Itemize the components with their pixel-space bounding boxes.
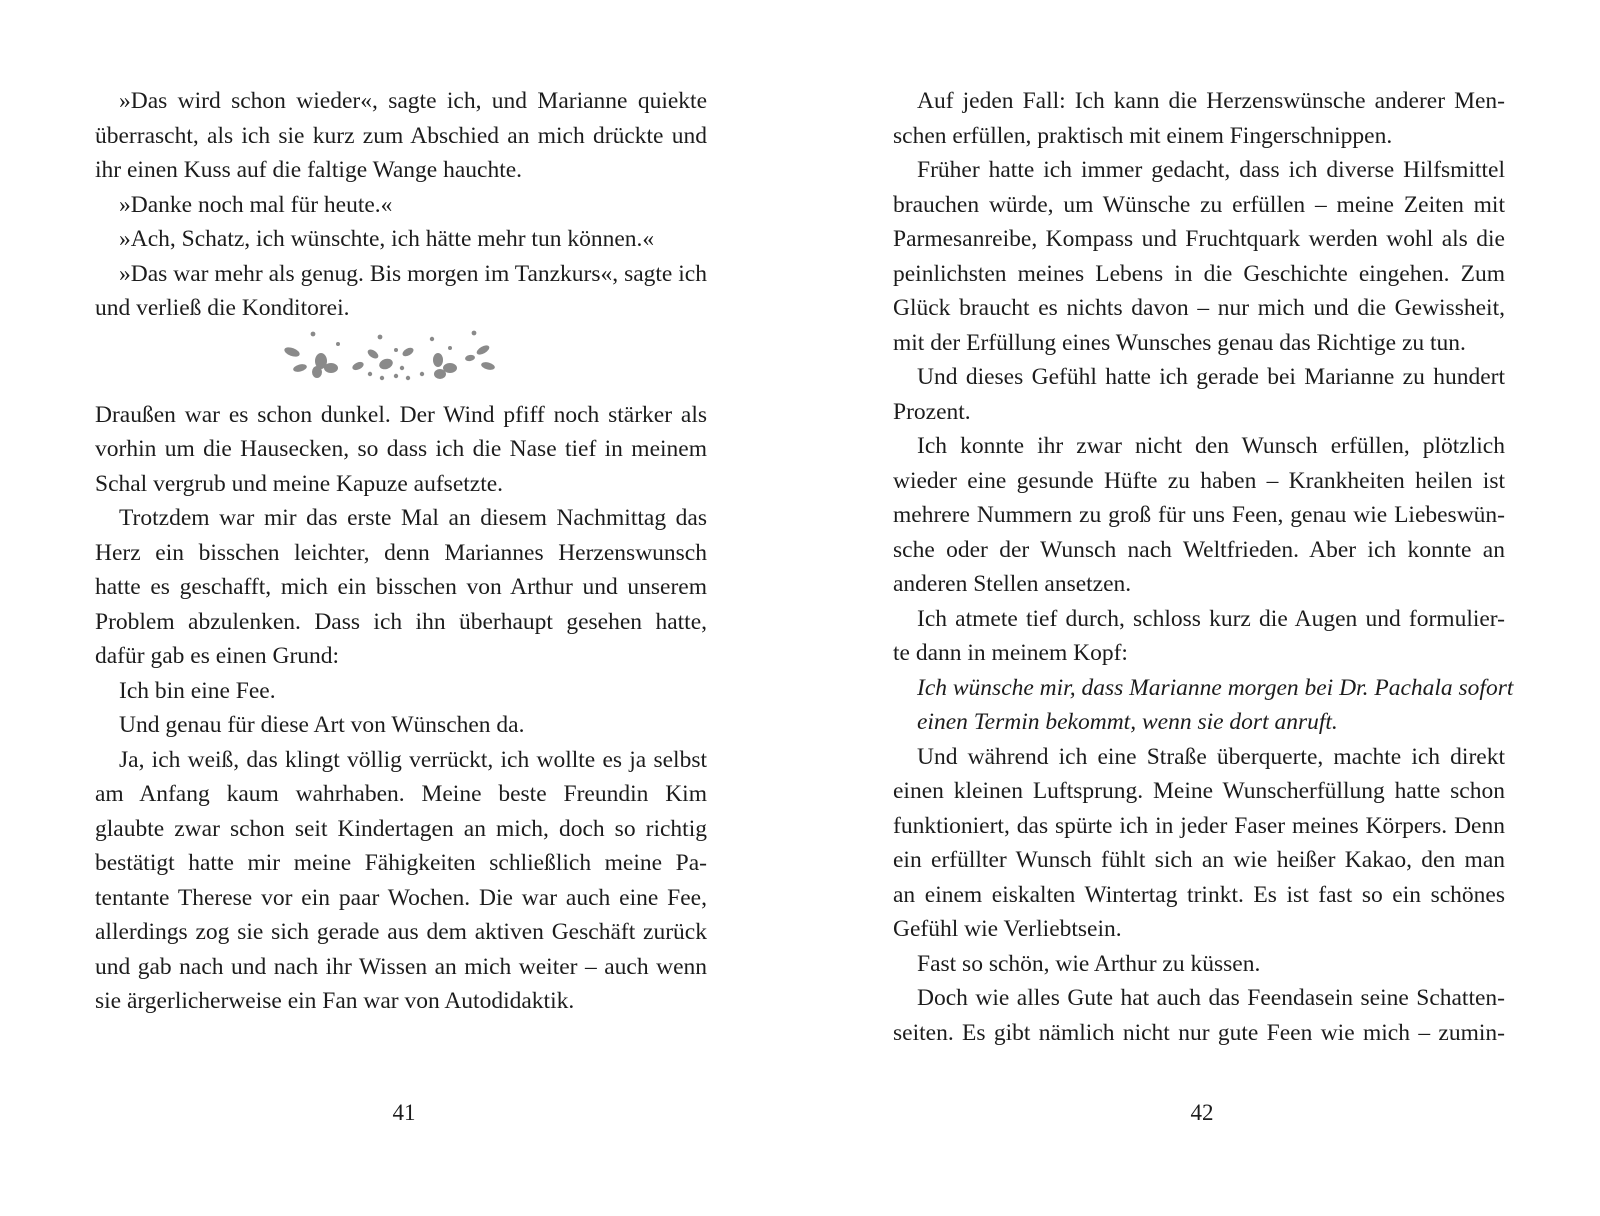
left-page-text-top (95, 84, 707, 326)
text-line: Trotzdem war mir das erste Mal an diesem Nachmittag das (119, 505, 707, 531)
text-line: Glück braucht es nichts davon – nur mich und die Gewissheit, (893, 295, 1505, 321)
text-line: glaubte zwar schon seit Kindertagen an mich, doch so richtig (95, 815, 707, 842)
text-line: sche oder der Wunsch nach Weltfrieden. Aber ich konnte an (893, 536, 1505, 563)
text-line: Und dieses Gefühl hatte ich gerade bei Marianne zu hundert (917, 364, 1505, 390)
text-line: Ich wünsche mir, dass Marianne morgen bei Dr. Pachala sofort (917, 674, 1514, 701)
text-line: ihr einen Kuss auf die faltige Wange hauchte. (95, 157, 523, 183)
right-page-text (893, 84, 1514, 1050)
text-line: anderen Stellen ansetzen. (893, 571, 1132, 597)
text-line: tentante Therese vor ein paar Wochen. Die war auch eine Fee, (95, 884, 707, 911)
text-line: brauchen würde, um Wünsche zu erfüllen – meine Zeiten mit (893, 191, 1505, 218)
text-line: seiten. Es gibt nämlich nicht nur gute Feen wie mich – zumin- (893, 1019, 1505, 1046)
text-line: Ich bin eine Fee. (119, 677, 276, 704)
text-line: Prozent. (893, 398, 971, 425)
text-line: allerdings zog sie sich gerade aus dem aktiven Geschäft zurück (95, 919, 707, 945)
page-number-right: 42 (1190, 1100, 1214, 1125)
text-line: und gab nach und nach ihr Wissen an mich weiter – auch wenn (95, 953, 707, 980)
text-line: Ich konnte ihr zwar nicht den Wunsch erfüllen, plötzlich (917, 433, 1505, 459)
text-line: sie ärgerlicherweise ein Fan war von Autodidaktik. (95, 988, 575, 1014)
text-line: einen Termin bekommt, wenn sie dort anruft. (917, 709, 1338, 735)
text-line: te dann in meinem Kopf: (893, 640, 1128, 666)
text-line: dafür gab es einen Grund: (95, 643, 340, 669)
text-line: ein erfüllter Wunsch fühlt sich an wie heißer Kakao, den man (893, 847, 1505, 873)
text-line: mit der Erfüllung eines Wunsches genau das Richtige zu tun. (893, 329, 1466, 356)
text-line: Und genau für diese Art von Wünschen da. (119, 712, 525, 738)
text-line: am Anfang kaum wahrhaben. Meine beste Freundin Kim (95, 781, 707, 807)
text-line: Draußen war es schon dunkel. Der Wind pfiff noch stärker als (95, 401, 707, 428)
text-line: Früher hatte ich immer gedacht, dass ich diverse Hilfsmittel (917, 157, 1505, 183)
floral-divider-icon (278, 328, 514, 388)
left-page (95, 84, 707, 1019)
text-line: Ja, ich weiß, das klingt völlig verrückt, ich wollte es ja selbst (119, 746, 707, 773)
text-line: mehrere Nummern zu groß für uns Feen, genau wie Liebeswün- (893, 502, 1505, 528)
text-line: Parmesanreibe, Kompass und Fruchtquark werden wohl als die (893, 226, 1505, 252)
text-line: Schal vergrub und meine Kapuze aufsetzte. (95, 470, 504, 497)
text-line: wieder eine gesunde Hüfte zu haben – Krankheiten heilen ist (893, 467, 1505, 494)
text-line: einen kleinen Luftsprung. Meine Wunscherfüllung hatte schon (893, 778, 1505, 804)
text-line: »Das wird schon wieder«, sagte ich, und Marianne quiekte (119, 88, 707, 114)
text-line: Herz ein bisschen leichter, denn Mariannes Herzenswunsch (95, 539, 707, 566)
text-line: überrascht, als ich sie kurz zum Abschied an mich drückte und (95, 122, 707, 149)
text-line: und verließ die Konditorei. (95, 295, 350, 321)
text-line: »Danke noch mal für heute.« (119, 191, 393, 218)
left-page-text-bottom (95, 398, 707, 1019)
text-line: hatte es geschafft, mich ein bisschen von Arthur und unserem (95, 574, 707, 600)
text-line: bestätigt hatte mir meine Fähigkeiten schließlich meine Pa- (95, 850, 707, 876)
text-line: vorhin um die Hausecken, so dass ich die Nase tief in meinem (95, 436, 707, 462)
page-number-left: 41 (392, 1100, 416, 1125)
text-line: Doch wie alles Gute hat auch das Feendasein seine Schatten- (917, 985, 1505, 1011)
text-line: Gefühl wie Verliebtsein. (893, 916, 1122, 942)
text-line: funktioniert, das spürte ich in jeder Faser meines Körpers. Denn (893, 812, 1505, 839)
text-line: an einem eiskalten Wintertag trinkt. Es ist fast so ein schönes (893, 881, 1505, 908)
text-line: »Das war mehr als genug. Bis morgen im Tanzkurs«, sagte ich (119, 260, 707, 287)
section-ornament (95, 328, 707, 396)
text-line: Auf jeden Fall: Ich kann die Herzenswünsche anderer Men- (917, 88, 1505, 114)
text-line: Und während ich eine Straße überquerte, machte ich direkt (917, 743, 1505, 770)
right-page (893, 84, 1514, 1050)
text-line: Fast so schön, wie Arthur zu küssen. (917, 950, 1261, 977)
text-line: Ich atmete tief durch, schloss kurz die Augen und formulier- (917, 605, 1505, 632)
text-line: schen erfüllen, praktisch mit einem Fingerschnippen. (893, 122, 1393, 149)
text-line: peinlichsten meines Lebens in die Geschichte eingehen. Zum (893, 260, 1505, 287)
text-line: »Ach, Schatz, ich wünschte, ich hätte mehr tun können.« (119, 226, 655, 252)
text-line: Problem abzulenken. Dass ich ihn überhaupt gesehen hatte, (95, 608, 707, 635)
